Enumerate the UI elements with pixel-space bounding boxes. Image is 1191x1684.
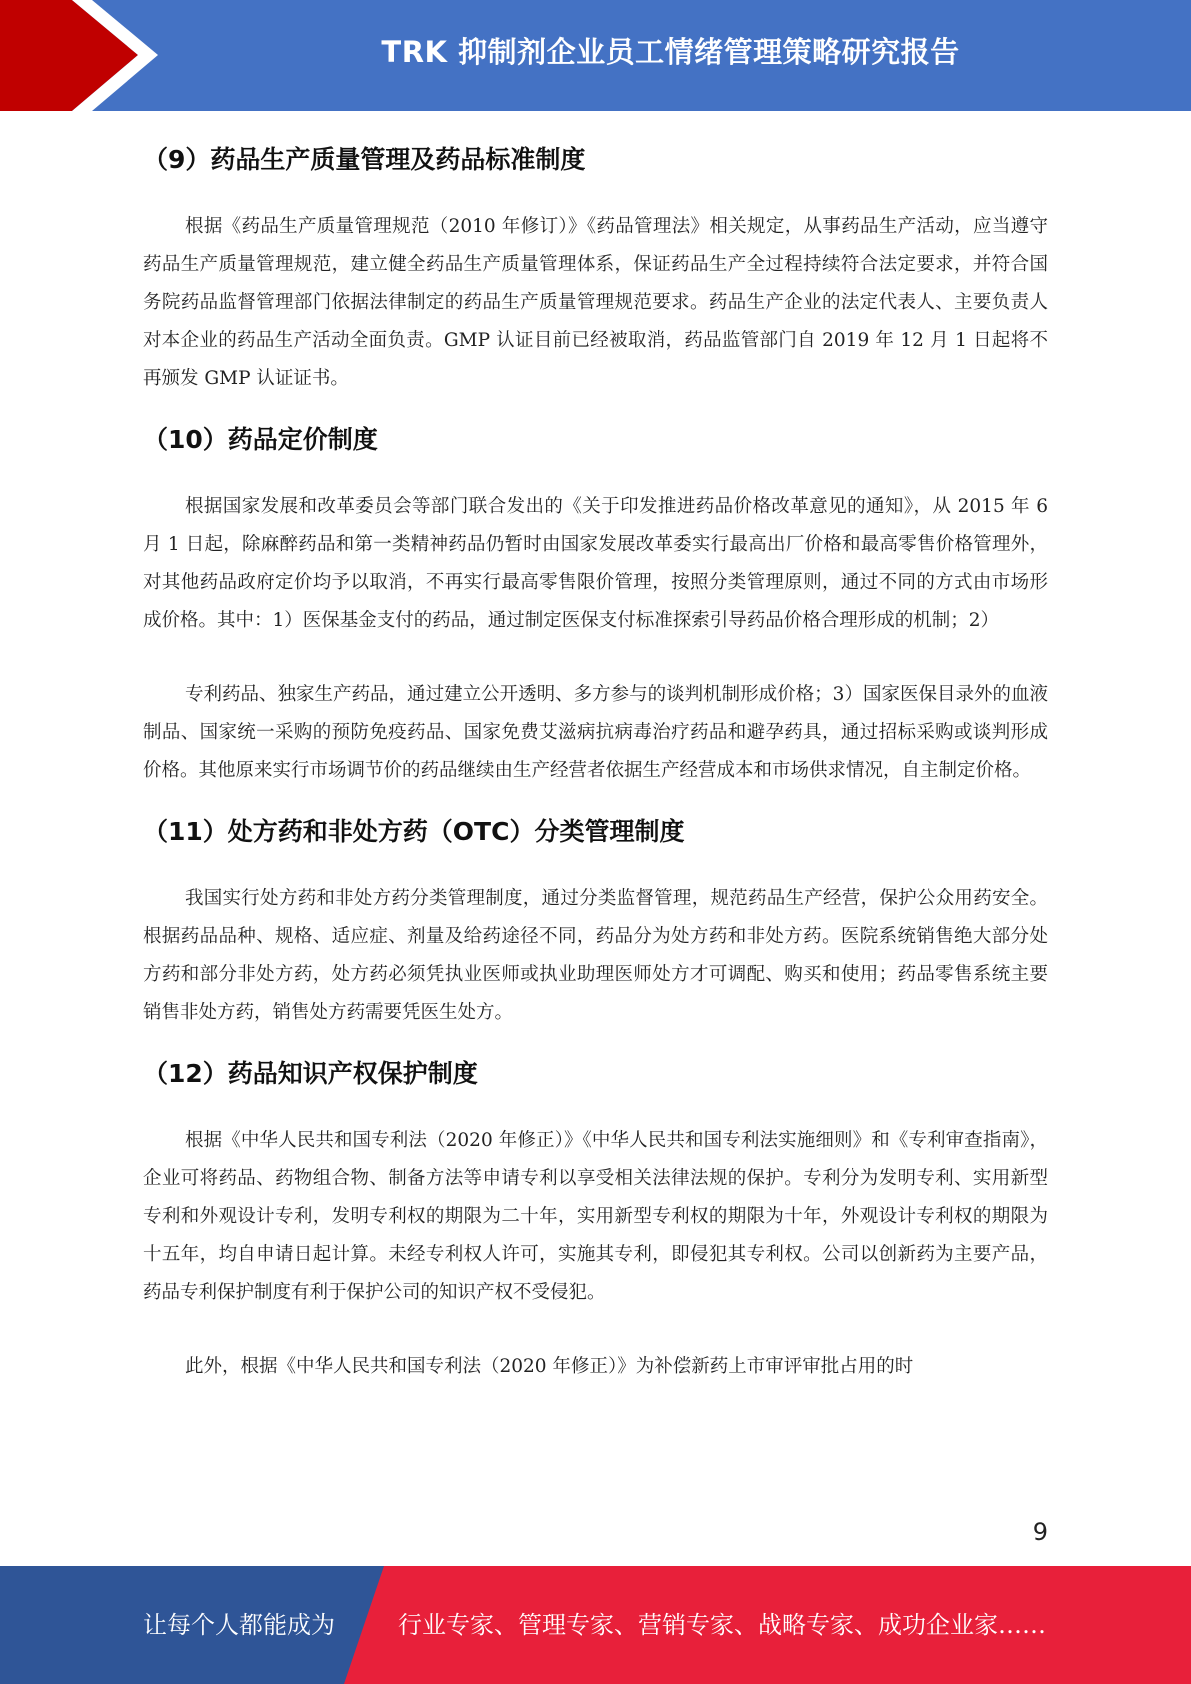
section-10	[143, 410, 1048, 790]
page-number: 9	[1032, 1518, 1048, 1546]
paragraph: 根据《中华人民共和国专利法（2020 年修正）》《中华人民共和国专利法实施细则》和《专利审查指南》，企业可将药品、药物组合物、制备方法等申请专利以享受相关法律法规的保护。专利分为发明专利、实用新型专利和外观设计专利，发明专利权的期限为二十年，实用新型专利权的期限为十年，外观设计专利权的期限为十五年，均自申请日起计算。未经专利权人许可，实施其专利，即侵犯其专利权。公司以创新药为主要产品，药品专利保护制度有利于保护公司的知识产权不受侵犯。	[143, 1130, 1048, 1303]
paragraph: 根据国家发展和改革委员会等部门联合发出的《关于印发推进药品价格改革意见的通知》，从 2015 年 6 月 1 日起，除麻醉药品和第一类精神药品仍暂时由国家发展改革委实行最高出厂价格和最高零售价格管理外，对其他药品政府定价均予以取消，不再实行最高零售限价管理，按照分类管理原则，通过不同的方式由市场形成价格。其中：1）医保基金支付的药品，通过制定医保支付标准探索引导药品价格合理形成的机制；2）	[143, 496, 1048, 631]
section-heading: （12）药品知识产权保护制度	[143, 1059, 478, 1088]
paragraph: 我国实行处方药和非处方药分类管理制度，通过分类监督管理，规范药品生产经营，保护公众用药安全。根据药品品种、规格、适应症、剂量及给药途径不同，药品分为处方药和非处方药。医院系统销售绝大部分处方药和部分非处方药，处方药必须凭执业医师或执业助理医师处方才可调配、购买和使用；药品零售系统主要销售非处方药，销售处方药需要凭医生处方。	[143, 888, 1048, 1023]
report-title: TRK 抑制剂企业员工情绪管理策略研究报告	[381, 34, 960, 69]
section-heading: （9）药品生产质量管理及药品标准制度	[143, 145, 586, 174]
section-12	[143, 1044, 1048, 1386]
paragraph: 此外，根据《中华人民共和国专利法（2020 年修正）》为补偿新药上市审评审批占用的时	[185, 1356, 914, 1377]
footer-slogan-right: 行业专家、管理专家、营销专家、战略专家、成功企业家……	[398, 1611, 1046, 1639]
header-arrow-decoration	[0, 0, 160, 111]
footer-slogan-left: 让每个人都能成为	[143, 1611, 335, 1639]
footer-banner	[0, 1566, 1191, 1684]
section-9	[143, 130, 1048, 398]
section-heading: （11）处方药和非处方药（OTC）分类管理制度	[143, 817, 685, 846]
section-11	[143, 802, 1048, 1032]
section-heading: （10）药品定价制度	[143, 425, 378, 454]
paragraph: 专利药品、独家生产药品，通过建立公开透明、多方参与的谈判机制形成价格；3）国家医保目录外的血液制品、国家统一采购的预防免疫药品、国家免费艾滋病抗病毒治疗药品和避孕药具，通过招标采购或谈判形成价格。其他原来实行市场调节价的药品继续由生产经营者依据生产经营成本和市场供求情况，自主制定价格。	[143, 684, 1048, 781]
paragraph: 根据《药品生产质量管理规范（2010 年修订）》《药品管理法》相关规定，从事药品生产活动，应当遵守药品生产质量管理规范，建立健全药品生产质量管理体系，保证药品生产全过程持续符合法定要求，并符合国务院药品监督管理部门依据法律制定的药品生产质量管理规范要求。药品生产企业的法定代表人、主要负责人对本企业的药品生产活动全面负责。GMP 认证目前已经被取消，药品监管部门自 2019 年 12 月 1 日起将不再颁发 GMP 认证证书。	[143, 216, 1048, 389]
document-body	[143, 118, 1048, 1386]
header-bar	[0, 0, 1191, 111]
